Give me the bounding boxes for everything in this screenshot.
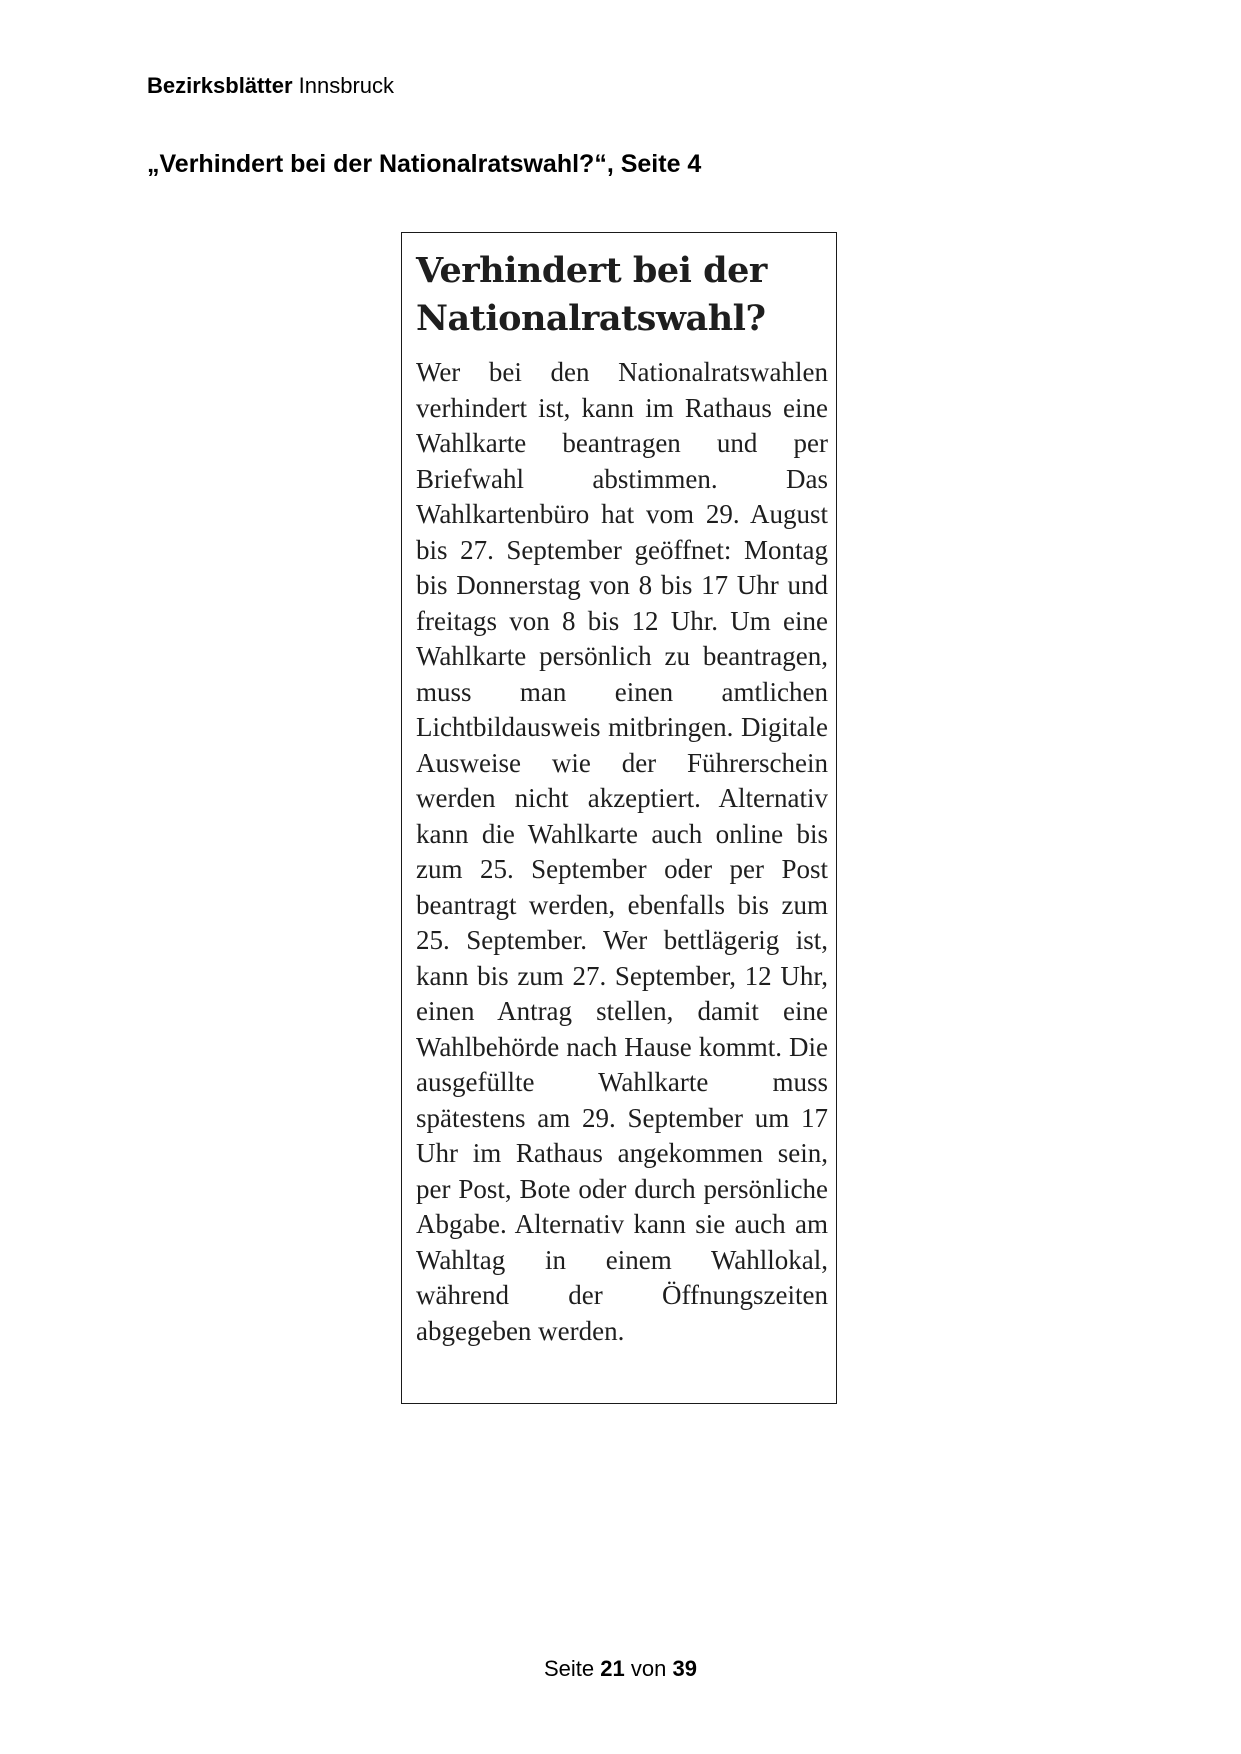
publication-name: Bezirksblätter [147,73,293,98]
footer-page-word: Seite [544,1656,595,1681]
footer-total-pages: 39 [672,1656,697,1681]
newspaper-clipping [401,232,837,1404]
footer-of-word: von [630,1656,667,1681]
page-footer [0,1655,1241,1683]
clipping-headline: Verhindert bei der Nationalratswahl? [416,250,767,339]
footer-current-page: 21 [600,1656,625,1681]
clipping-body-text: Wer bei den Nationalratswahlen verhindert ist, kann im Rathaus eine Wahlkarte beantragen und per Briefwahl abstimmen. Das Wahlkartenbüro hat vom 29. August bis 27. September geöffnet: Montag bis Donnerstag von 8 bis 17 Uhr und freitags von 8 bis 12 Uhr. Um eine Wahlkarte persönlich zu beantragen, muss man einen amtlichen Lichtbildausweis mitbringen. Digitale Ausweise wie der Führerschein werden nicht akzeptiert. Alternativ kann die Wahlkarte auch online bis zum 25. September oder per Post beantragt werden, ebenfalls bis zum 25. September. Wer bettlägerig ist, kann bis zum 27. September, 12 Uhr, einen Antrag stellen, damit eine Wahlbehörde nach Hause kommt. Die ausgefüllte Wahlkarte muss spätestens am 29. September um 17 Uhr im Rathaus angekommen sein, per Post, Bote oder durch persönliche Abgabe. Alternativ kann sie auch am Wahltag in einem Wahllokal, während der Öffnungszeiten abgegeben werden. [416,357,828,1346]
publication-line [147,72,394,100]
publication-region: Innsbruck [298,73,395,98]
article-reference: „Verhindert bei der Nationalratswahl?“, Seite 4 [147,150,702,178]
